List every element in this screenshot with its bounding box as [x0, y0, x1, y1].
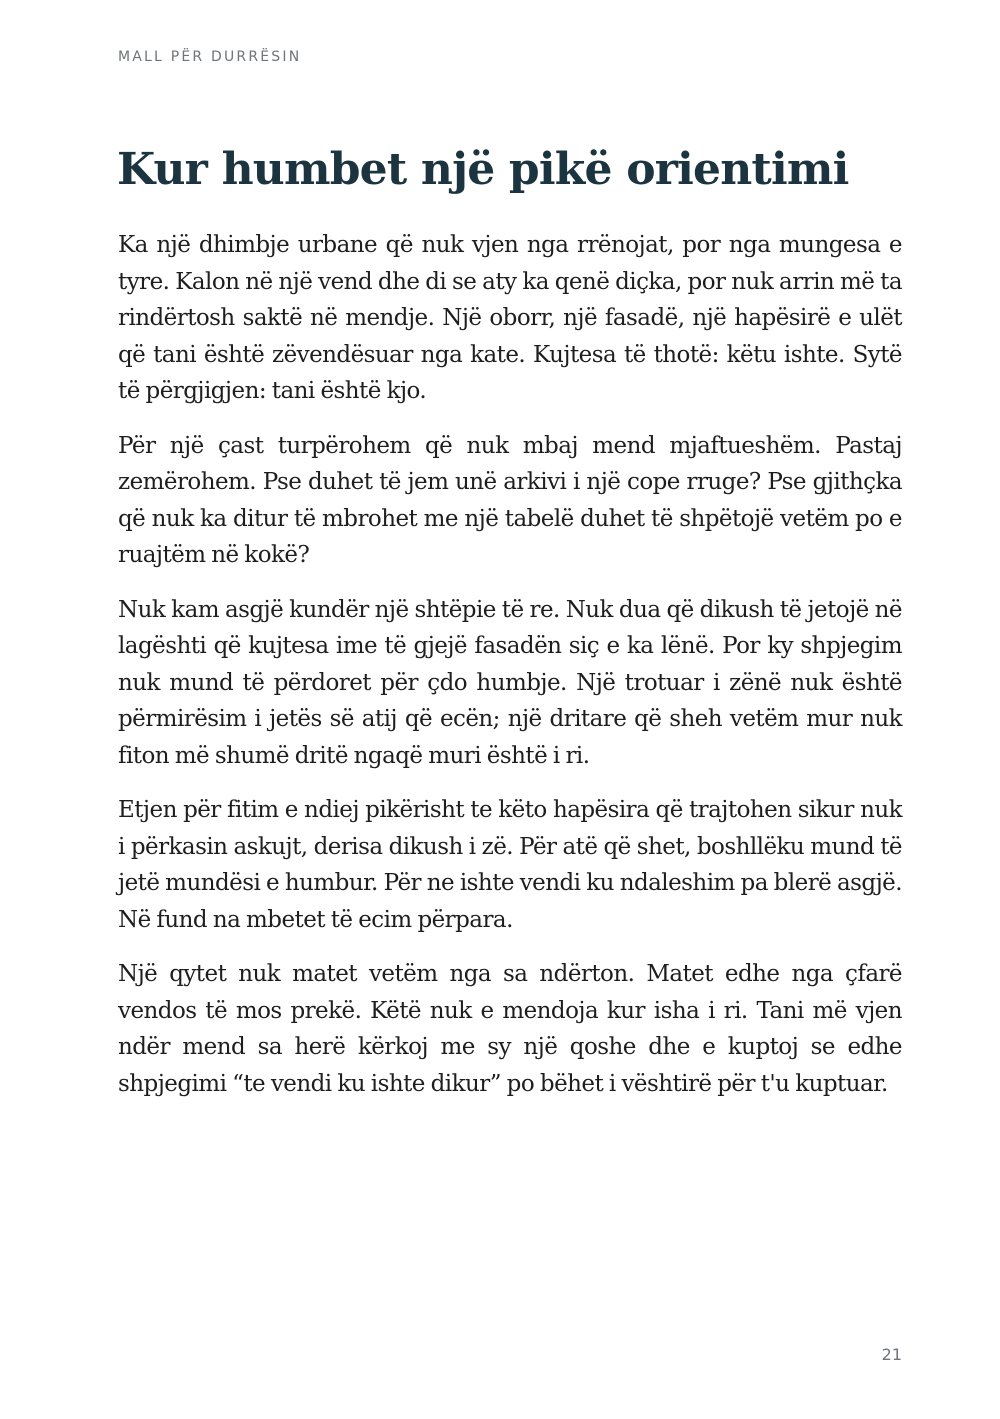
paragraph: Një qytet nuk matet vetëm nga sa ndërton. Matet edhe nga çfarë vendos të mos prekë. Këtë nuk e mendoja kur isha i ri. Tani më vjen ndër mend sa herë kërkoj me sy një qoshe dhe e kuptoj se edhe shpjegimi “te vendi ku ishte dikur” po bëhet i vështirë për t'u kuptuar. [118, 961, 902, 1097]
running-header: MALL PËR DURRËSIN [118, 49, 302, 65]
paragraph: Ka një dhimbje urbane që nuk vjen nga rrënojat, por nga mungesa e tyre. Kalon në një vend dhe di se aty ka qenë diçka, por nuk arrin më ta rindërtosh saktë në mendje. Një oborr, një fasadë, një hapësirë e ulët që tani është zëvendësuar nga kate. Kujtesa të thotë: këtu ishte. Sytë të përgjigjen: tani është kjo. [118, 232, 902, 404]
chapter-title: Kur humbet një pikë orientimi [117, 144, 849, 195]
paragraph: Etjen për fitim e ndiej pikërisht te këto hapësira që trajtohen sikur nuk i përkasin askujt, derisa dikush i zë. Për atë që shet, boshllëku mund të jetë mundësi e humbur. Për ne ishte vendi ku ndaleshim pa blerë asgjë. Në fund na mbetet të ecim përpara. [118, 797, 902, 933]
article-body [118, 227, 902, 1120]
paragraph: Nuk kam asgjë kundër një shtëpie të re. Nuk dua që dikush të jetojë në lagështi që kujtesa ime të gjejë fasadën siç e ka lënë. Por ky shpjegim nuk mund të përdoret për çdo humbje. Një trotuar i zënë nuk është përmirësim i jetës së atij që ecën; një dritare që sheh vetëm mur nuk fiton më shumë dritë ngaqë muri është i ri. [118, 596, 902, 769]
paragraph: Për një çast turpërohem që nuk mbaj mend mjaftueshëm. Pastaj zemërohem. Pse duhet të jem unë arkivi i një cope rruge? Pse gjithçka që nuk ka ditur të mbrohet me një tabelë duhet të shpëtojë vetëm po e ruajtëm në kokë? [118, 432, 902, 568]
page-number: 21 [881, 1345, 902, 1364]
